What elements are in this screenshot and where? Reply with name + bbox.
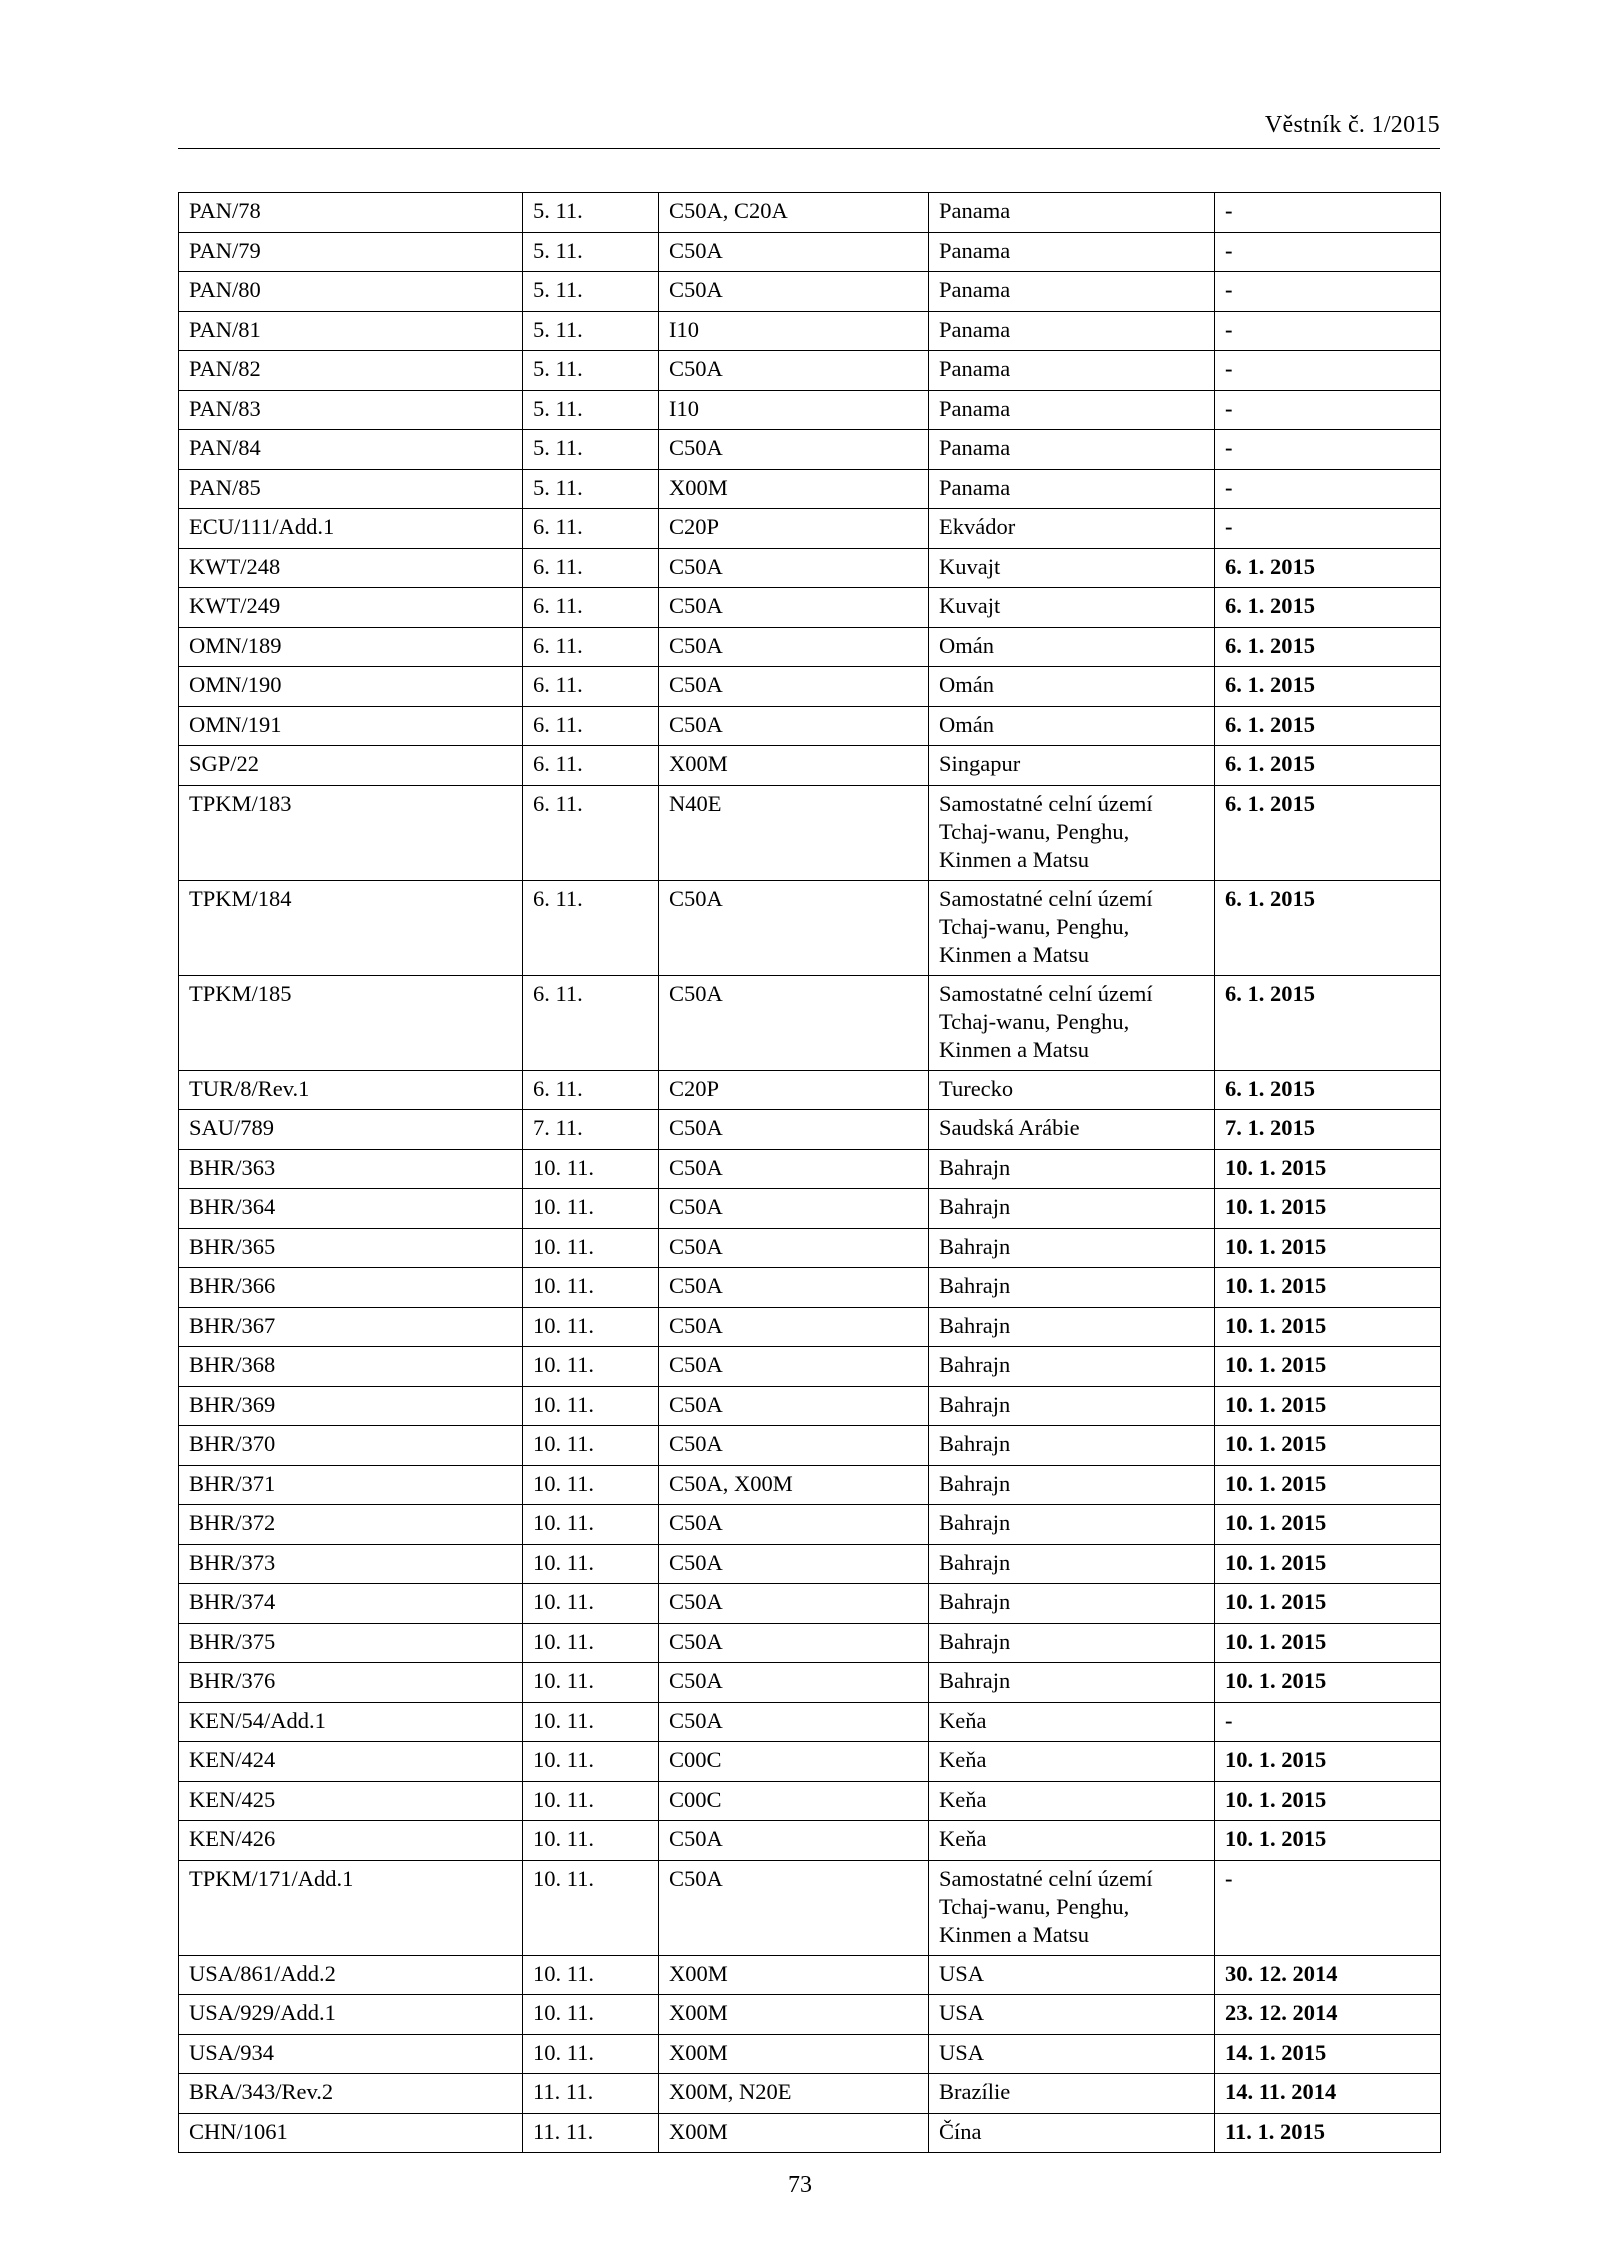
document-cell: BHR/371: [179, 1465, 523, 1505]
state-cell: Panama: [929, 193, 1215, 233]
document-cell: TPKM/183: [179, 785, 523, 880]
code-cell: C50A: [659, 667, 929, 707]
state-cell: Bahrajn: [929, 1663, 1215, 1703]
date-cell: 5. 11.: [523, 232, 659, 272]
state-cell: Bahrajn: [929, 1189, 1215, 1229]
date-cell: 10. 11.: [523, 1426, 659, 1466]
state-cell: USA: [929, 2034, 1215, 2074]
state-cell: Keňa: [929, 1781, 1215, 1821]
deadline-cell: 6. 1. 2015: [1215, 785, 1441, 880]
state-cell: Omán: [929, 706, 1215, 746]
table-row: [179, 1821, 1441, 1861]
date-cell: 10. 11.: [523, 1347, 659, 1387]
date-cell: 5. 11.: [523, 311, 659, 351]
date-cell: 6. 11.: [523, 627, 659, 667]
document-cell: TUR/8/Rev.1: [179, 1070, 523, 1110]
table-row: [179, 1465, 1441, 1505]
state-cell: Panama: [929, 351, 1215, 391]
deadline-cell: -: [1215, 1702, 1441, 1742]
date-cell: 11. 11.: [523, 2113, 659, 2153]
deadline-cell: 10. 1. 2015: [1215, 1347, 1441, 1387]
table-row: [179, 706, 1441, 746]
table-row: [179, 1110, 1441, 1150]
table-row: [179, 1584, 1441, 1624]
code-cell: X00M: [659, 469, 929, 509]
date-cell: 10. 11.: [523, 1702, 659, 1742]
state-cell: Bahrajn: [929, 1544, 1215, 1584]
document-cell: BHR/373: [179, 1544, 523, 1584]
document-cell: KEN/54/Add.1: [179, 1702, 523, 1742]
state-cell: Panama: [929, 272, 1215, 312]
deadline-cell: 10. 1. 2015: [1215, 1623, 1441, 1663]
state-cell: Turecko: [929, 1070, 1215, 1110]
code-cell: C50A: [659, 1702, 929, 1742]
document-cell: CHN/1061: [179, 2113, 523, 2153]
table-row: [179, 1189, 1441, 1229]
date-cell: 11. 11.: [523, 2074, 659, 2114]
table-body: [179, 193, 1441, 2153]
date-cell: 10. 11.: [523, 1544, 659, 1584]
date-cell: 10. 11.: [523, 1228, 659, 1268]
deadline-cell: 6. 1. 2015: [1215, 746, 1441, 786]
code-cell: X00M: [659, 1995, 929, 2035]
code-cell: C50A: [659, 1860, 929, 1955]
document-cell: SGP/22: [179, 746, 523, 786]
table-row: [179, 548, 1441, 588]
code-cell: X00M: [659, 2034, 929, 2074]
deadline-cell: -: [1215, 351, 1441, 391]
state-cell: Bahrajn: [929, 1465, 1215, 1505]
code-cell: C50A: [659, 1386, 929, 1426]
state-cell: Bahrajn: [929, 1584, 1215, 1624]
date-cell: 6. 11.: [523, 975, 659, 1070]
date-cell: 10. 11.: [523, 1821, 659, 1861]
table-row: [179, 1781, 1441, 1821]
table-row: [179, 1702, 1441, 1742]
table-row: [179, 1623, 1441, 1663]
table-row: [179, 627, 1441, 667]
deadline-cell: 6. 1. 2015: [1215, 588, 1441, 628]
code-cell: C50A, C20A: [659, 193, 929, 233]
deadline-cell: 10. 1. 2015: [1215, 1821, 1441, 1861]
deadline-cell: -: [1215, 509, 1441, 549]
document-cell: BHR/370: [179, 1426, 523, 1466]
state-cell: Ekvádor: [929, 509, 1215, 549]
deadline-cell: 10. 1. 2015: [1215, 1584, 1441, 1624]
code-cell: C50A: [659, 548, 929, 588]
date-cell: 10. 11.: [523, 1465, 659, 1505]
code-cell: C50A: [659, 975, 929, 1070]
table-row: [179, 1860, 1441, 1955]
date-cell: 5. 11.: [523, 351, 659, 391]
document-cell: TPKM/185: [179, 975, 523, 1070]
table-row: [179, 1505, 1441, 1545]
deadline-cell: 10. 1. 2015: [1215, 1268, 1441, 1308]
deadline-cell: 14. 1. 2015: [1215, 2034, 1441, 2074]
deadline-cell: 10. 1. 2015: [1215, 1228, 1441, 1268]
table-row: [179, 746, 1441, 786]
deadline-cell: 6. 1. 2015: [1215, 548, 1441, 588]
code-cell: C50A: [659, 627, 929, 667]
document-cell: PAN/82: [179, 351, 523, 391]
deadline-cell: -: [1215, 469, 1441, 509]
document-cell: TPKM/184: [179, 880, 523, 975]
deadline-cell: 6. 1. 2015: [1215, 880, 1441, 975]
code-cell: C50A: [659, 1189, 929, 1229]
bulletin-title: Věstník č. 1/2015: [1264, 112, 1440, 138]
date-cell: 10. 11.: [523, 1742, 659, 1782]
state-cell: Bahrajn: [929, 1347, 1215, 1387]
document-cell: KWT/249: [179, 588, 523, 628]
table-row: [179, 785, 1441, 880]
document-cell: BHR/363: [179, 1149, 523, 1189]
table-row: [179, 588, 1441, 628]
document-cell: BHR/364: [179, 1189, 523, 1229]
state-cell: Kuvajt: [929, 588, 1215, 628]
document-cell: PAN/85: [179, 469, 523, 509]
deadline-cell: 10. 1. 2015: [1215, 1189, 1441, 1229]
state-cell: Samostatné celní území Tchaj-wanu, Penghu, Kinmen a Matsu: [929, 1860, 1215, 1955]
date-cell: 7. 11.: [523, 1110, 659, 1150]
deadline-cell: -: [1215, 193, 1441, 233]
date-cell: 10. 11.: [523, 1955, 659, 1995]
date-cell: 6. 11.: [523, 746, 659, 786]
state-cell: Panama: [929, 390, 1215, 430]
code-cell: C00C: [659, 1742, 929, 1782]
table-row: [179, 1386, 1441, 1426]
date-cell: 10. 11.: [523, 1386, 659, 1426]
deadline-cell: 30. 12. 2014: [1215, 1955, 1441, 1995]
page-header: [178, 110, 1440, 149]
table-row: [179, 1347, 1441, 1387]
code-cell: C50A: [659, 1623, 929, 1663]
state-cell: Bahrajn: [929, 1623, 1215, 1663]
document-cell: PAN/79: [179, 232, 523, 272]
deadline-cell: -: [1215, 390, 1441, 430]
date-cell: 5. 11.: [523, 193, 659, 233]
table-row: [179, 469, 1441, 509]
code-cell: X00M: [659, 746, 929, 786]
code-cell: C50A, X00M: [659, 1465, 929, 1505]
deadline-cell: 6. 1. 2015: [1215, 627, 1441, 667]
date-cell: 6. 11.: [523, 509, 659, 549]
code-cell: X00M: [659, 2113, 929, 2153]
deadline-cell: -: [1215, 1860, 1441, 1955]
table-row: [179, 1663, 1441, 1703]
deadline-cell: 10. 1. 2015: [1215, 1307, 1441, 1347]
state-cell: Kuvajt: [929, 548, 1215, 588]
deadline-cell: 10. 1. 2015: [1215, 1742, 1441, 1782]
document-cell: PAN/78: [179, 193, 523, 233]
document-cell: KEN/425: [179, 1781, 523, 1821]
deadline-cell: 6. 1. 2015: [1215, 667, 1441, 707]
document-cell: BHR/367: [179, 1307, 523, 1347]
code-cell: N40E: [659, 785, 929, 880]
date-cell: 10. 11.: [523, 2034, 659, 2074]
code-cell: C20P: [659, 509, 929, 549]
code-cell: X00M, N20E: [659, 2074, 929, 2114]
state-cell: Bahrajn: [929, 1307, 1215, 1347]
code-cell: C20P: [659, 1070, 929, 1110]
code-cell: C50A: [659, 1347, 929, 1387]
state-cell: Bahrajn: [929, 1505, 1215, 1545]
table-row: [179, 1228, 1441, 1268]
deadline-cell: 10. 1. 2015: [1215, 1386, 1441, 1426]
code-cell: C50A: [659, 1149, 929, 1189]
table-row: [179, 2113, 1441, 2153]
code-cell: C50A: [659, 588, 929, 628]
document-cell: PAN/84: [179, 430, 523, 470]
date-cell: 6. 11.: [523, 588, 659, 628]
table-row: [179, 667, 1441, 707]
code-cell: I10: [659, 390, 929, 430]
document-cell: KWT/248: [179, 548, 523, 588]
date-cell: 10. 11.: [523, 1149, 659, 1189]
state-cell: Bahrajn: [929, 1268, 1215, 1308]
document-cell: BHR/372: [179, 1505, 523, 1545]
deadline-cell: 10. 1. 2015: [1215, 1505, 1441, 1545]
deadline-cell: 10. 1. 2015: [1215, 1781, 1441, 1821]
code-cell: C50A: [659, 1110, 929, 1150]
table-row: [179, 2074, 1441, 2114]
table-row: [179, 272, 1441, 312]
deadline-cell: -: [1215, 272, 1441, 312]
deadline-cell: 10. 1. 2015: [1215, 1663, 1441, 1703]
document-cell: USA/929/Add.1: [179, 1995, 523, 2035]
document-cell: SAU/789: [179, 1110, 523, 1150]
date-cell: 10. 11.: [523, 1995, 659, 2035]
state-cell: Bahrajn: [929, 1149, 1215, 1189]
state-cell: Saudská Arábie: [929, 1110, 1215, 1150]
notification-table: [178, 192, 1441, 2153]
state-cell: Omán: [929, 627, 1215, 667]
date-cell: 6. 11.: [523, 548, 659, 588]
table-row: [179, 1307, 1441, 1347]
code-cell: C50A: [659, 1268, 929, 1308]
deadline-cell: 10. 1. 2015: [1215, 1544, 1441, 1584]
date-cell: 10. 11.: [523, 1663, 659, 1703]
deadline-cell: -: [1215, 311, 1441, 351]
state-cell: Samostatné celní území Tchaj-wanu, Penghu, Kinmen a Matsu: [929, 785, 1215, 880]
date-cell: 6. 11.: [523, 667, 659, 707]
deadline-cell: 6. 1. 2015: [1215, 706, 1441, 746]
table-row: [179, 1742, 1441, 1782]
document-cell: PAN/83: [179, 390, 523, 430]
document-cell: KEN/424: [179, 1742, 523, 1782]
table-row: [179, 351, 1441, 391]
deadline-cell: 6. 1. 2015: [1215, 975, 1441, 1070]
state-cell: Čína: [929, 2113, 1215, 2153]
code-cell: C50A: [659, 232, 929, 272]
date-cell: 10. 11.: [523, 1268, 659, 1308]
state-cell: Omán: [929, 667, 1215, 707]
code-cell: C50A: [659, 1821, 929, 1861]
document-cell: KEN/426: [179, 1821, 523, 1861]
code-cell: C50A: [659, 272, 929, 312]
date-cell: 6. 11.: [523, 1070, 659, 1110]
document-cell: BHR/376: [179, 1663, 523, 1703]
table-row: [179, 311, 1441, 351]
state-cell: USA: [929, 1955, 1215, 1995]
document-cell: BHR/374: [179, 1584, 523, 1624]
date-cell: 10. 11.: [523, 1781, 659, 1821]
deadline-cell: 23. 12. 2014: [1215, 1995, 1441, 2035]
table-row: [179, 509, 1441, 549]
state-cell: Brazílie: [929, 2074, 1215, 2114]
date-cell: 10. 11.: [523, 1623, 659, 1663]
table-row: [179, 193, 1441, 233]
table-row: [179, 880, 1441, 975]
code-cell: C50A: [659, 1544, 929, 1584]
code-cell: C50A: [659, 1663, 929, 1703]
date-cell: 5. 11.: [523, 272, 659, 312]
state-cell: Keňa: [929, 1702, 1215, 1742]
state-cell: Panama: [929, 311, 1215, 351]
table-row: [179, 1955, 1441, 1995]
document-cell: PAN/80: [179, 272, 523, 312]
deadline-cell: -: [1215, 430, 1441, 470]
document-cell: BHR/369: [179, 1386, 523, 1426]
code-cell: I10: [659, 311, 929, 351]
table-row: [179, 430, 1441, 470]
state-cell: Samostatné celní území Tchaj-wanu, Penghu, Kinmen a Matsu: [929, 880, 1215, 975]
table-row: [179, 1149, 1441, 1189]
code-cell: C50A: [659, 1505, 929, 1545]
document-cell: ECU/111/Add.1: [179, 509, 523, 549]
table-row: [179, 975, 1441, 1070]
date-cell: 10. 11.: [523, 1189, 659, 1229]
deadline-cell: 7. 1. 2015: [1215, 1110, 1441, 1150]
state-cell: Samostatné celní území Tchaj-wanu, Penghu, Kinmen a Matsu: [929, 975, 1215, 1070]
code-cell: C50A: [659, 430, 929, 470]
date-cell: 10. 11.: [523, 1584, 659, 1624]
document-cell: OMN/189: [179, 627, 523, 667]
code-cell: C50A: [659, 1584, 929, 1624]
document-cell: OMN/190: [179, 667, 523, 707]
code-cell: C50A: [659, 1426, 929, 1466]
state-cell: Bahrajn: [929, 1426, 1215, 1466]
state-cell: Panama: [929, 430, 1215, 470]
code-cell: C50A: [659, 706, 929, 746]
date-cell: 6. 11.: [523, 785, 659, 880]
document-cell: OMN/191: [179, 706, 523, 746]
table-row: [179, 1268, 1441, 1308]
code-cell: C50A: [659, 351, 929, 391]
table-row: [179, 1426, 1441, 1466]
date-cell: 10. 11.: [523, 1860, 659, 1955]
table-row: [179, 232, 1441, 272]
date-cell: 5. 11.: [523, 469, 659, 509]
document-cell: BHR/366: [179, 1268, 523, 1308]
code-cell: C50A: [659, 1228, 929, 1268]
deadline-cell: 10. 1. 2015: [1215, 1465, 1441, 1505]
state-cell: Singapur: [929, 746, 1215, 786]
table-row: [179, 2034, 1441, 2074]
document-cell: TPKM/171/Add.1: [179, 1860, 523, 1955]
state-cell: Panama: [929, 232, 1215, 272]
date-cell: 5. 11.: [523, 390, 659, 430]
document-cell: PAN/81: [179, 311, 523, 351]
document-cell: USA/861/Add.2: [179, 1955, 523, 1995]
date-cell: 6. 11.: [523, 880, 659, 975]
table-row: [179, 1544, 1441, 1584]
deadline-cell: 11. 1. 2015: [1215, 2113, 1441, 2153]
deadline-cell: 6. 1. 2015: [1215, 1070, 1441, 1110]
document-cell: BHR/365: [179, 1228, 523, 1268]
date-cell: 10. 11.: [523, 1307, 659, 1347]
document-cell: BHR/375: [179, 1623, 523, 1663]
table-row: [179, 390, 1441, 430]
deadline-cell: 10. 1. 2015: [1215, 1426, 1441, 1466]
state-cell: Keňa: [929, 1742, 1215, 1782]
document-cell: BRA/343/Rev.2: [179, 2074, 523, 2114]
document-cell: USA/934: [179, 2034, 523, 2074]
code-cell: C00C: [659, 1781, 929, 1821]
date-cell: 5. 11.: [523, 430, 659, 470]
table-row: [179, 1995, 1441, 2035]
state-cell: USA: [929, 1995, 1215, 2035]
date-cell: 6. 11.: [523, 706, 659, 746]
deadline-cell: 14. 11. 2014: [1215, 2074, 1441, 2114]
deadline-cell: 10. 1. 2015: [1215, 1149, 1441, 1189]
deadline-cell: -: [1215, 232, 1441, 272]
state-cell: Keňa: [929, 1821, 1215, 1861]
code-cell: C50A: [659, 1307, 929, 1347]
date-cell: 10. 11.: [523, 1505, 659, 1545]
document-cell: BHR/368: [179, 1347, 523, 1387]
code-cell: X00M: [659, 1955, 929, 1995]
state-cell: Panama: [929, 469, 1215, 509]
code-cell: C50A: [659, 880, 929, 975]
state-cell: Bahrajn: [929, 1228, 1215, 1268]
table-row: [179, 1070, 1441, 1110]
page-number: 73: [788, 2172, 812, 2198]
state-cell: Bahrajn: [929, 1386, 1215, 1426]
